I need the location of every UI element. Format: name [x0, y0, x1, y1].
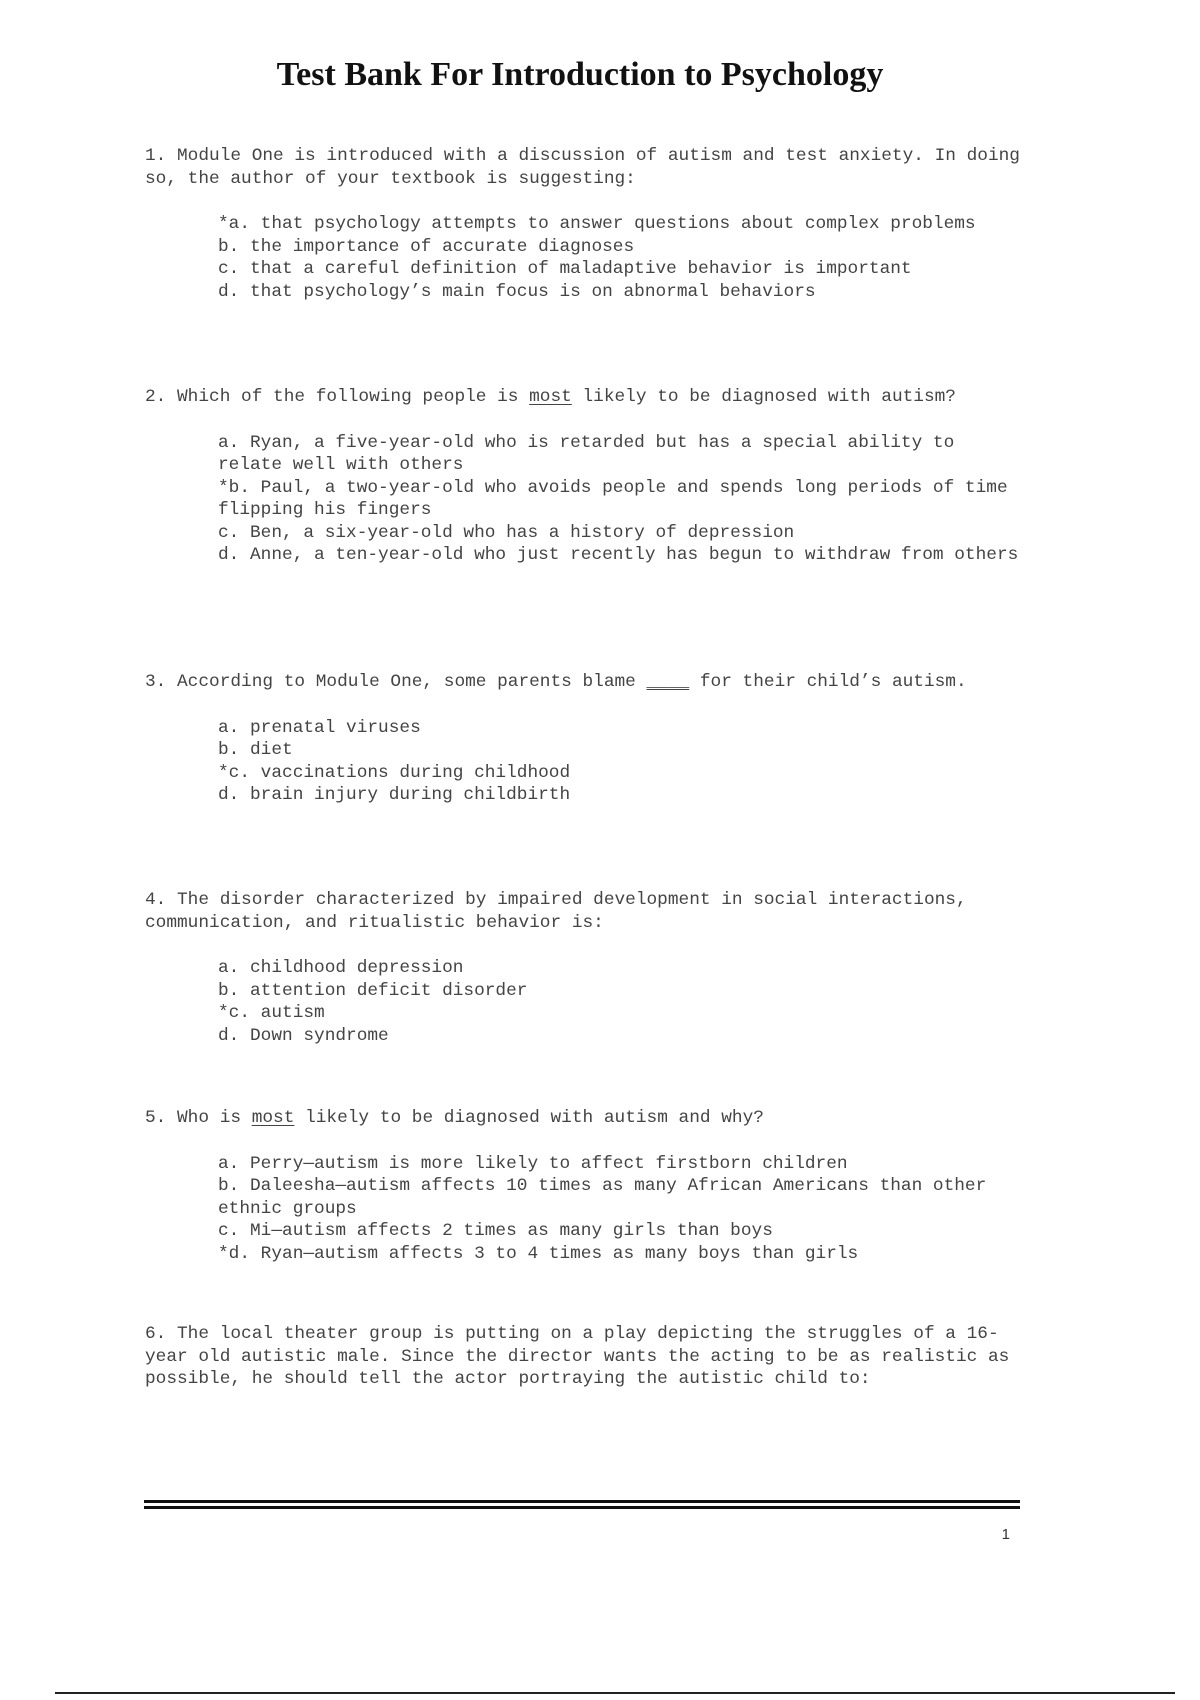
question-stem	[145, 386, 1025, 409]
question-6	[145, 1323, 1025, 1391]
answer-options	[145, 717, 1025, 807]
answer-option: c. that a careful definition of maladaptive behavior is important	[218, 259, 912, 279]
question-stem: 6. The local theater group is putting on a play depicting the struggles of a 16-year old autistic male. Since the director wants the acting to be as realistic as possible, he should tell the actor portraying the autistic child to:	[145, 1324, 1020, 1389]
footer-rule	[144, 1500, 1020, 1503]
question-3	[145, 671, 1025, 807]
question-1	[145, 145, 1031, 303]
answer-option: *a. that psychology attempts to answer questions about complex problems	[218, 214, 976, 234]
emphasis-word: most	[251, 1108, 295, 1128]
answer-option: a. childhood depression	[218, 958, 464, 978]
question-2	[145, 386, 1025, 567]
question-stem: 4. The disorder characterized by impaired development in social interactions, communication, and ritualistic behavior is:	[145, 890, 978, 933]
footer-double-rule	[144, 1500, 1020, 1512]
answer-option: *d. Ryan—autism affects 3 to 4 times as many boys than girls	[218, 1243, 859, 1264]
answer-option: c. Ben, a six-year-old who has a history of depression	[218, 522, 795, 543]
answer-option: b. attention deficit disorder	[218, 980, 528, 1001]
answer-option: c. Mi—autism affects 2 times as many girls than boys	[218, 1221, 773, 1241]
answer-options	[145, 1153, 1025, 1266]
question-stem-text: likely to be diagnosed with autism?	[571, 387, 956, 407]
question-stem	[145, 1107, 1025, 1130]
question-5	[145, 1107, 1025, 1265]
answer-option: a. Perry—autism is more likely to affect firstborn children	[218, 1153, 848, 1174]
answer-option: *b. Paul, a two-year-old who avoids people and spends long periods of time flipping his fingers	[218, 477, 1019, 520]
question-stem-text: 2. Which of the following people is	[145, 387, 530, 407]
question-4	[145, 889, 1025, 1047]
answer-option: d. Anne, a ten-year-old who just recently has begun to withdraw from others	[218, 545, 1019, 565]
answer-options	[145, 213, 1025, 303]
question-stem-text: 5. Who is	[145, 1108, 252, 1128]
answer-options	[145, 432, 1025, 567]
answer-option: d. that psychology’s main focus is on abnormal behaviors	[218, 281, 816, 302]
question-stem-text: 3. According to Module One, some parents blame	[145, 672, 647, 692]
answer-option: *c. autism	[218, 1003, 325, 1023]
answer-option: a. prenatal viruses	[218, 717, 421, 738]
answer-blank: ____	[646, 672, 690, 692]
answer-option: a. Ryan, a five-year-old who is retarded but has a special ability to relate well with others	[218, 432, 965, 475]
page-number: 1	[1001, 1526, 1010, 1543]
answer-option: b. Daleesha—autism affects 10 times as many African Americans than other ethnic groups	[218, 1176, 997, 1219]
answer-options	[145, 957, 1025, 1047]
answer-option: d. brain injury during childbirth	[218, 785, 571, 805]
answer-option: *c. vaccinations during childhood	[218, 762, 571, 783]
page-title: Test Bank For Introduction to Psychology	[276, 56, 884, 93]
footer-rule	[144, 1506, 1020, 1509]
question-stem: 1. Module One is introduced with a discussion of autism and test anxiety. In doing so, the author of your textbook is suggesting:	[145, 146, 1031, 189]
question-stem-text: likely to be diagnosed with autism and why?	[294, 1108, 764, 1128]
answer-option: b. diet	[218, 740, 293, 760]
emphasis-word: most	[529, 387, 572, 407]
page-bottom-border	[55, 1692, 1175, 1694]
answer-option: b. the importance of accurate diagnoses	[218, 236, 635, 257]
question-stem	[145, 671, 1025, 694]
answer-option: d. Down syndrome	[218, 1025, 389, 1046]
question-stem-text: for their child’s autism.	[689, 672, 967, 692]
